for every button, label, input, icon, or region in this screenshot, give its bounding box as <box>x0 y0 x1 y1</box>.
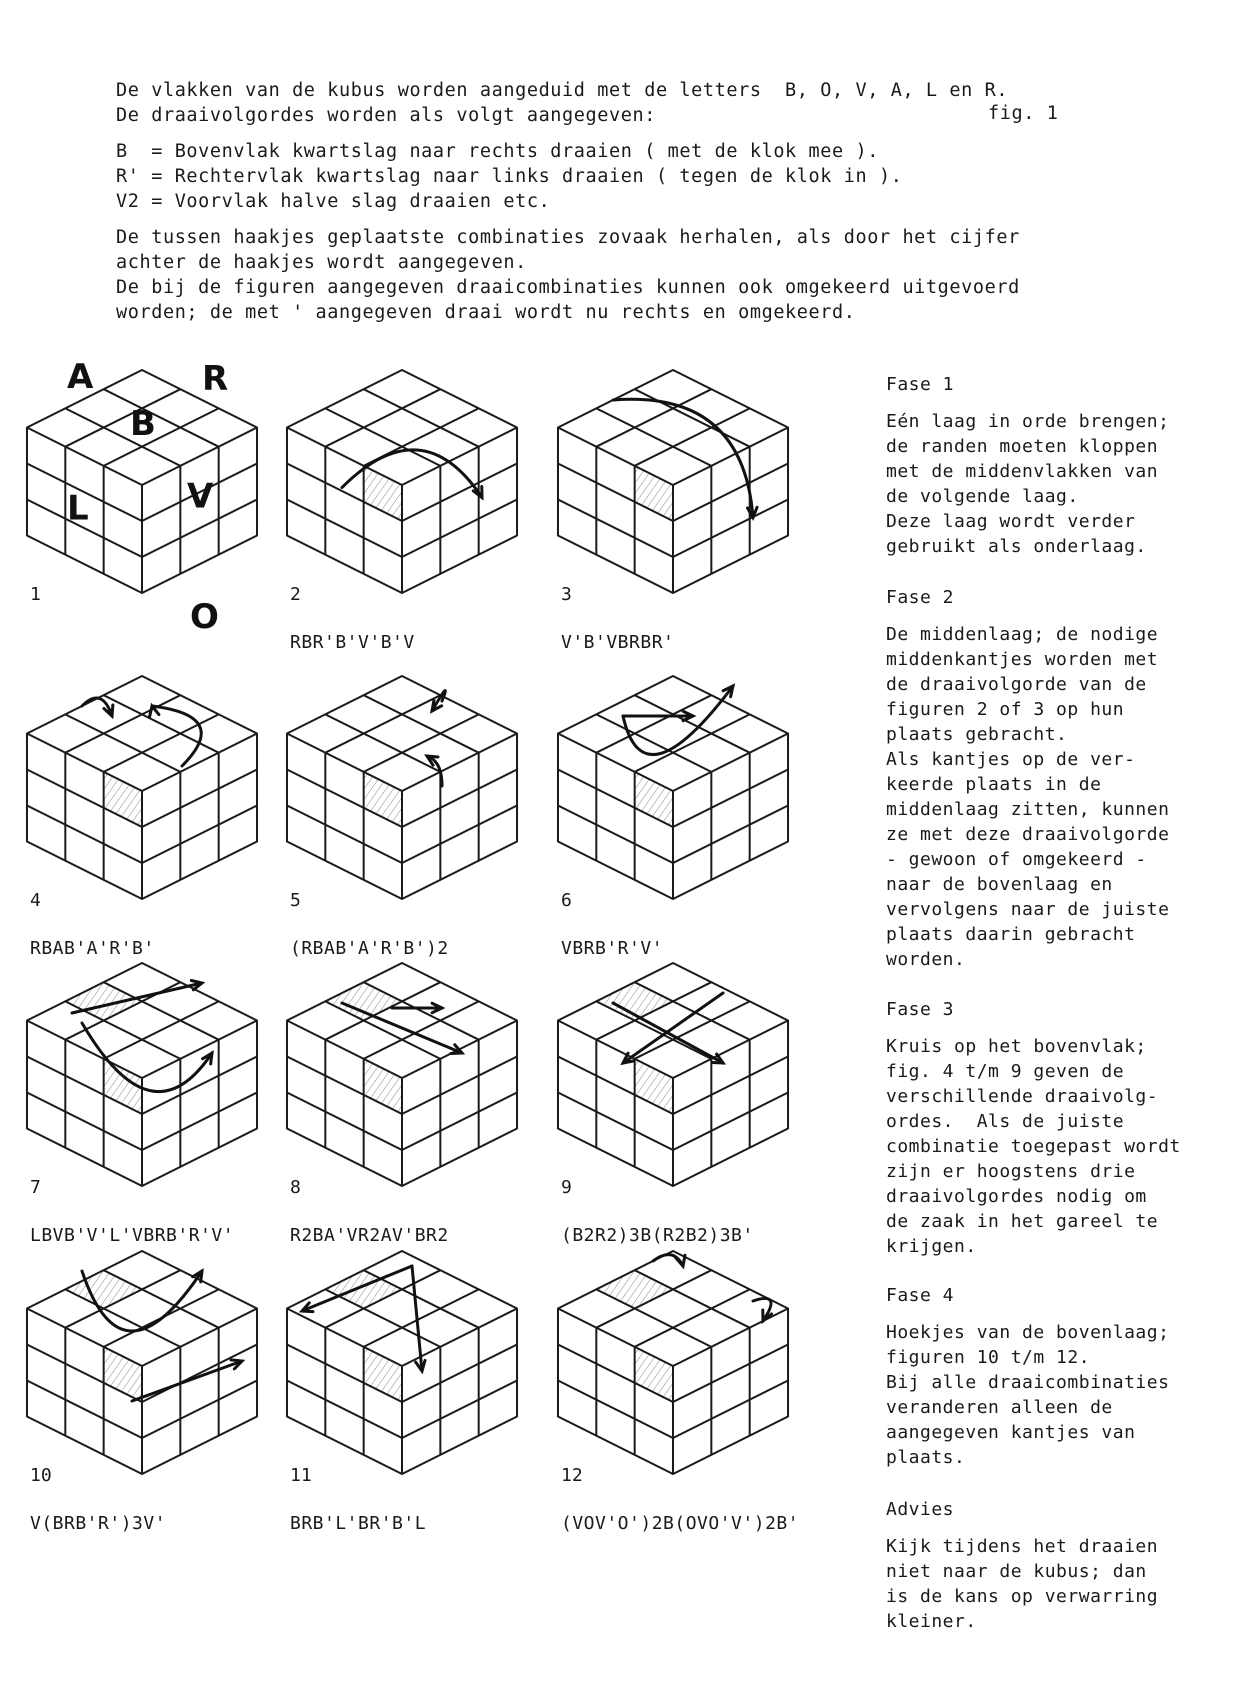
phase-line: vervolgens naar de juiste <box>886 899 1170 920</box>
phase-line: naar de bovenlaag en <box>886 874 1113 895</box>
face-letter-r: R <box>202 359 229 399</box>
phase-line: Bij alle draaicombinaties <box>886 1372 1170 1393</box>
figure-number: 4 <box>30 890 41 911</box>
cube-figure-4 <box>20 668 270 938</box>
phase-line: veranderen alleen de <box>886 1397 1113 1418</box>
cube-drawing <box>20 955 280 1235</box>
cube-drawing <box>20 357 280 642</box>
phase-title: Fase 1 <box>886 374 955 395</box>
repeat-line: De bij de figuren aangegeven draaicombinaties kunnen ook omgekeerd uitgevoerd <box>116 277 1020 298</box>
cube-figure-9 <box>551 955 801 1225</box>
figure-number: 12 <box>561 1465 583 1486</box>
phase-line: aangegeven kantjes van <box>886 1422 1136 1443</box>
phase-2 <box>886 585 1216 972</box>
phase-line: kleiner. <box>886 1611 977 1632</box>
phase-line: ze met deze draaivolgorde <box>886 824 1170 845</box>
phase-line: de draaivolgorde van de <box>886 674 1147 695</box>
phase-line: Kijk tijdens het draaien <box>886 1536 1159 1557</box>
figure-formula: VBRB'R'V' <box>561 938 664 959</box>
intro-line: De vlakken van de kubus worden aangeduid met de letters B, O, V, A, L en R. <box>116 80 1009 101</box>
cube-drawing <box>20 1243 280 1523</box>
cube-figure-1 <box>20 357 270 638</box>
phase-line: combinatie toegepast wordt <box>886 1136 1181 1157</box>
figure-number: 5 <box>290 890 301 911</box>
figure-number: 9 <box>561 1177 572 1198</box>
figure-formula: (RBAB'A'R'B')2 <box>290 938 449 959</box>
phase-line: de zaak in het gareel te <box>886 1211 1159 1232</box>
figure-formula: LBVB'V'L'VBRB'R'V' <box>30 1225 235 1246</box>
figure-formula: BRB'L'BR'B'L <box>290 1513 427 1534</box>
cube-drawing <box>280 1243 540 1523</box>
cube-figure-12 <box>551 1243 801 1513</box>
phase-lines <box>886 1534 1216 1634</box>
notation-line: R' = Rechtervlak kwartslag naar links draaien ( tegen de klok in ). <box>116 166 903 187</box>
figure-formula: (VOV'O')2B(OVO'V')2B' <box>561 1513 800 1534</box>
phase-line: worden. <box>886 949 966 970</box>
figure-number: 7 <box>30 1177 41 1198</box>
face-letter-v: V <box>187 476 214 517</box>
cube-figure-3 <box>551 362 801 632</box>
repeat-line: achter de haakjes wordt aangegeven. <box>116 252 527 273</box>
figure-number: 11 <box>290 1465 312 1486</box>
phase-lines <box>886 1320 1216 1470</box>
phase-lines <box>886 1034 1216 1259</box>
advies <box>886 1497 1216 1634</box>
figure-number: 3 <box>561 584 572 605</box>
phase-4 <box>886 1283 1216 1470</box>
phase-title: Advies <box>886 1499 955 1520</box>
phase-title: Fase 4 <box>886 1285 955 1306</box>
cube-figure-2 <box>280 362 530 632</box>
phase-line: zijn er hoogstens drie <box>886 1161 1136 1182</box>
phase-line: gebruikt als onderlaag. <box>886 536 1147 557</box>
phase-line: de randen moeten kloppen <box>886 436 1159 457</box>
intro-line: De draaivolgordes worden als volgt aangegeven: <box>116 105 656 126</box>
phase-1 <box>886 372 1216 559</box>
phase-line: plaats gebracht. <box>886 724 1068 745</box>
figure-number: 10 <box>30 1465 52 1486</box>
cube-drawing <box>280 955 540 1235</box>
phase-line: ordes. Als de juiste <box>886 1111 1125 1132</box>
figure-number: 1 <box>30 584 41 605</box>
phase-line: plaats. <box>886 1447 966 1468</box>
figure-formula: (B2R2)3B(R2B2)3B' <box>561 1225 754 1246</box>
cube-figure-8 <box>280 955 530 1225</box>
repeat-line: worden; de met ' aangegeven draai wordt nu rechts en omgekeerd. <box>116 302 856 323</box>
phase-line: keerde plaats in de <box>886 774 1102 795</box>
figure-formula: RBR'B'V'B'V <box>290 632 415 653</box>
phase-line: is de kans op verwarring <box>886 1586 1159 1607</box>
phase-line: figuren 10 t/m 12. <box>886 1347 1091 1368</box>
phase-lines <box>886 409 1216 559</box>
cube-drawing <box>551 1243 811 1523</box>
cube-drawing <box>280 668 540 948</box>
phase-line: niet naar de kubus; dan <box>886 1561 1147 1582</box>
figure-formula: R2BA'VR2AV'BR2 <box>290 1225 449 1246</box>
cube-drawing <box>551 955 811 1235</box>
cube-figure-10 <box>20 1243 270 1513</box>
figure-formula: V'B'VBRBR' <box>561 632 675 653</box>
phase-line: Eén laag in orde brengen; <box>886 411 1170 432</box>
phase-line: middenlaag zitten, kunnen <box>886 799 1170 820</box>
figure-number: 8 <box>290 1177 301 1198</box>
figure-number: 6 <box>561 890 572 911</box>
repeat-line: De tussen haakjes geplaatste combinaties zovaak herhalen, als door het cijfer <box>116 227 1020 248</box>
cube-figure-11 <box>280 1243 530 1513</box>
fig-label: fig. 1 <box>988 103 1059 124</box>
phase-line: Hoekjes van de bovenlaag; <box>886 1322 1170 1343</box>
phase-lines <box>886 622 1216 972</box>
phase-line: de volgende laag. <box>886 486 1079 507</box>
face-letter-l: L <box>67 488 89 529</box>
phase-line: middenkantjes worden met <box>886 649 1159 670</box>
phase-line: met de middenvlakken van <box>886 461 1159 482</box>
phase-line: Als kantjes op de ver- <box>886 749 1136 770</box>
phase-line: plaats daarin gebracht <box>886 924 1136 945</box>
cube-drawing <box>551 362 811 642</box>
cube-figure-5 <box>280 668 530 938</box>
face-letter-a: A <box>67 357 94 397</box>
phase-line: krijgen. <box>886 1236 977 1257</box>
figure-number: 2 <box>290 584 301 605</box>
cube-drawing <box>20 668 280 948</box>
phase-line: - gewoon of omgekeerd - <box>886 849 1147 870</box>
notation-line: V2 = Voorvlak halve slag draaien etc. <box>116 191 551 212</box>
phase-line: De middenlaag; de nodige <box>886 624 1159 645</box>
phase-line: verschillende draaivolg- <box>886 1086 1159 1107</box>
notation-line: B = Bovenvlak kwartslag naar rechts draaien ( met de klok mee ). <box>116 141 879 162</box>
figure-formula: V(BRB'R')3V' <box>30 1513 167 1534</box>
figure-formula: RBAB'A'R'B' <box>30 938 155 959</box>
phase-3 <box>886 997 1216 1259</box>
phase-title: Fase 3 <box>886 999 955 1020</box>
face-letter-o: O <box>190 597 219 638</box>
phase-line: draaivolgordes nodig om <box>886 1186 1147 1207</box>
cube-figure-6 <box>551 668 801 938</box>
phase-line: figuren 2 of 3 op hun <box>886 699 1125 720</box>
phase-title: Fase 2 <box>886 587 955 608</box>
cube-drawing <box>551 668 811 948</box>
phase-line: Deze laag wordt verder <box>886 511 1136 532</box>
face-letter-b: B <box>130 404 156 444</box>
intro-text <box>116 78 1096 325</box>
phase-line: fig. 4 t/m 9 geven de <box>886 1061 1125 1082</box>
cube-drawing <box>280 362 540 642</box>
phase-line: Kruis op het bovenvlak; <box>886 1036 1147 1057</box>
cube-figure-7 <box>20 955 270 1225</box>
